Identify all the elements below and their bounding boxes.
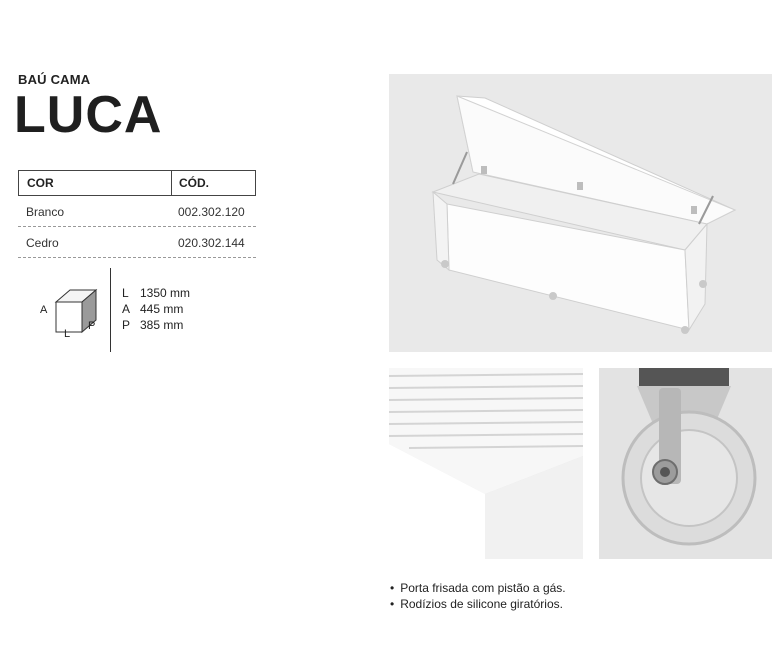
product-title: LUCA (14, 86, 163, 144)
row-color: Branco (26, 205, 65, 219)
table-header (18, 170, 256, 196)
color-code-table (18, 170, 256, 258)
product-subtitle: BAÚ CAMA (18, 72, 91, 87)
box-dimension-icon (48, 280, 118, 350)
row-color: Cedro (26, 236, 59, 250)
dimension-divider (110, 268, 111, 352)
product-photo-lid-detail (389, 368, 583, 559)
header-divider (171, 171, 172, 195)
product-photo-main (389, 74, 772, 352)
list-item: • Porta frisada com pistão a gás. (390, 580, 566, 596)
dimension-length (122, 286, 190, 300)
dim-key: P (122, 318, 131, 332)
dimension-depth (122, 318, 183, 332)
dimensions-block (30, 268, 230, 352)
axis-label-a: A (40, 304, 48, 316)
table-row (18, 196, 256, 227)
axis-label-l: L (64, 328, 71, 340)
row-code: 020.302.144 (178, 236, 245, 250)
row-code: 002.302.120 (178, 205, 245, 219)
dim-value: 445 mm (140, 302, 184, 316)
dim-key: L (122, 286, 129, 300)
list-item: • Rodízios de silicone giratórios. (390, 596, 566, 612)
axis-label-p: P (88, 320, 96, 332)
dim-value: 1350 mm (140, 286, 191, 300)
table-row (18, 227, 256, 258)
chest-illustration (389, 74, 772, 352)
dim-key: A (122, 302, 131, 316)
caster-wheel-illustration (599, 368, 772, 559)
feature-list (390, 580, 566, 612)
dimension-height (122, 302, 183, 316)
header-color: COR (27, 176, 54, 190)
dim-value: 385 mm (140, 318, 184, 332)
product-photo-caster-detail (599, 368, 772, 559)
header-code: CÓD. (179, 176, 209, 190)
grooved-lid-illustration (389, 368, 583, 559)
